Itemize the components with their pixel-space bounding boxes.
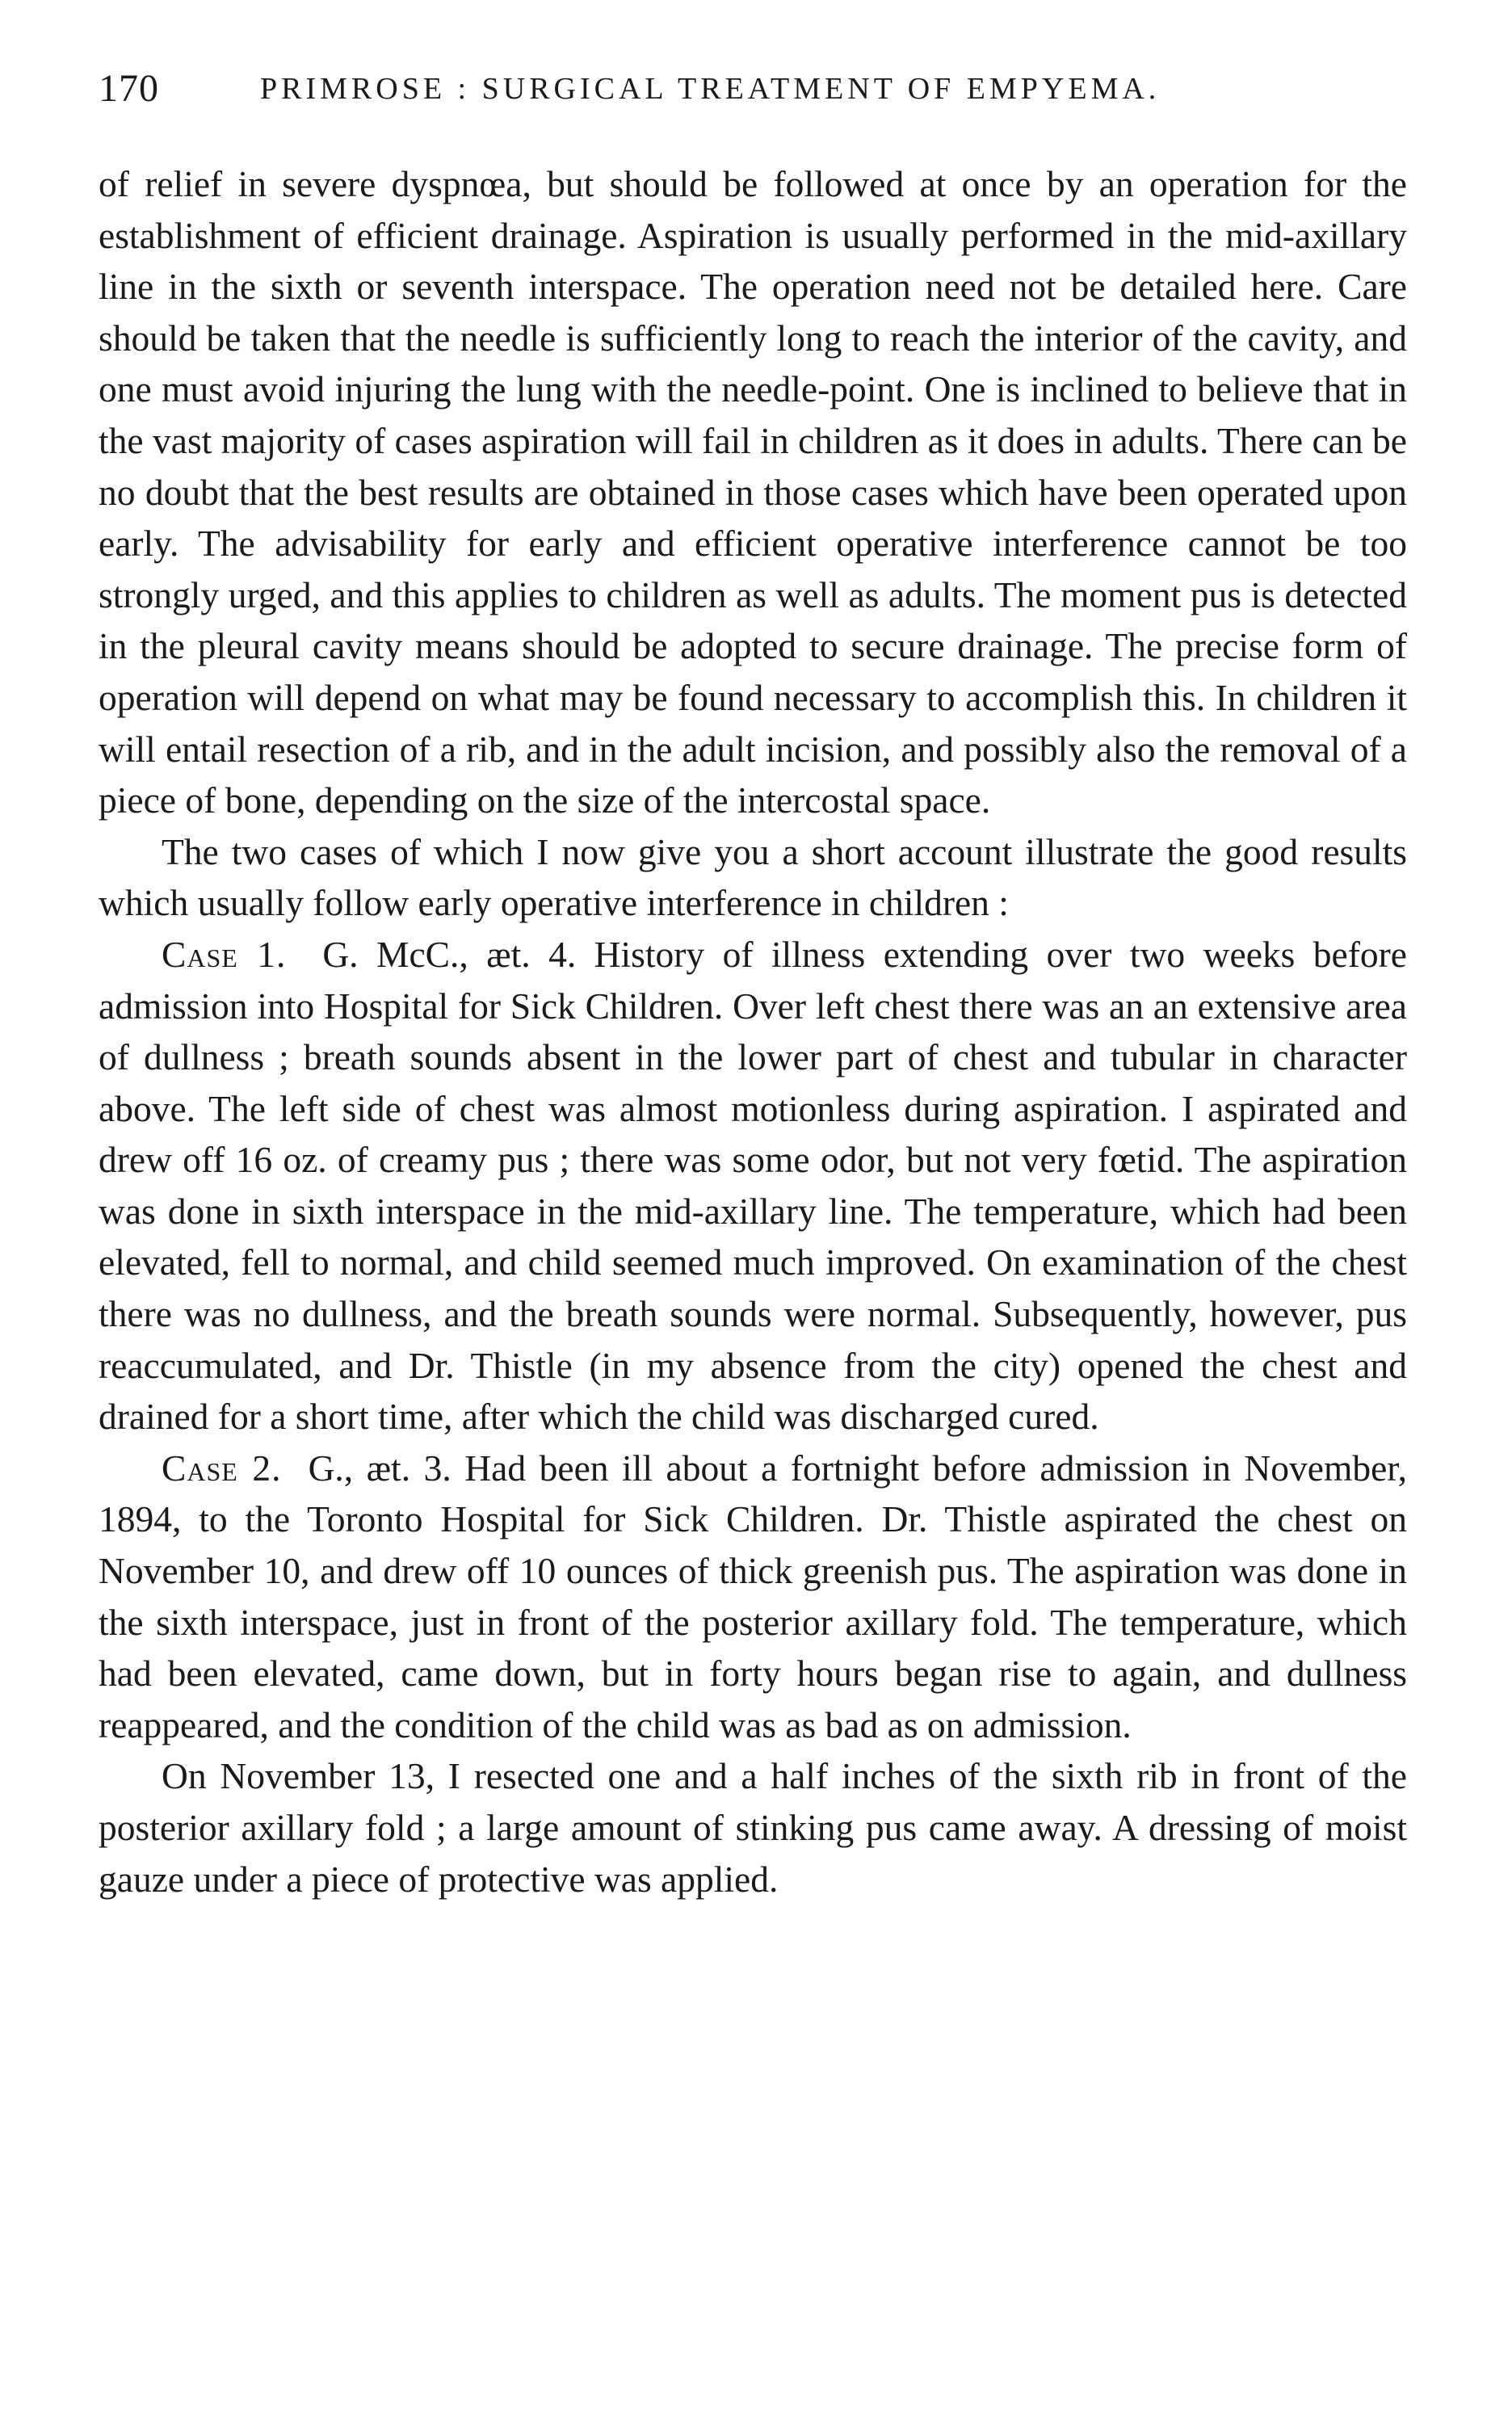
paragraph-operation	[99, 1750, 1407, 1905]
running-head	[99, 61, 1407, 117]
paragraph-case-2	[99, 1443, 1407, 1751]
paragraph-text: G., æt. 3. Had been ill about a fortnight before admission in November, 1894, to the Toronto Hospital for Sick Children. Dr. Thistle aspirated the chest on November 10, and drew off 10 ounces of thick greenish pus. The aspiration was done in the sixth interspace, just in front of the posterior axillary fold. The temperature, which had been elevated, came down, but in forty hours began rise to again, and dullness reappeared, and the condition of the child was as bad as on admission.	[99, 1447, 1407, 1745]
paragraph-continued	[99, 158, 1407, 826]
page-number: 170	[99, 67, 159, 110]
paragraph-text: On November 13, I resected one and a half inches of the sixth rib in front of the posterior axillary fold ; a large amount of stinking pus came away. A dressing of moist gauze under a piece of protective was applied.	[99, 1755, 1407, 1900]
case-label: Case 2.	[162, 1447, 282, 1489]
article-body	[99, 158, 1407, 1905]
paragraph-text: G. McC., æt. 4. History of illness extending over two weeks before admission into Hospital for Sick Children. Over left chest there was an an extensive area of dullness ; breath sounds absent in the lower part of chest and tubular in character above. The left side of chest was almost motionless during aspiration. I aspirated and drew off 16 oz. of creamy pus ; there was some odor, but not very fœtid. The aspiration was done in sixth interspace in the mid-axillary line. The temperature, which had been elevated, fell to normal, and child seemed much improved. On examination of the chest there was no dullness, and the breath sounds were normal. Subsequently, however, pus reaccumulated, and Dr. Thistle (in my absence from the city) opened the chest and drained for a short time, after which the child was discharged cured.	[99, 933, 1407, 1438]
paragraph-text: The two cases of which I now give you a short account illustrate the good results which usually follow early operative interference in children :	[99, 830, 1407, 924]
case-label: Case 1.	[162, 933, 287, 975]
running-title: PRIMROSE : SURGICAL TREATMENT OF EMPYEMA.	[260, 72, 1161, 106]
paragraph-case-1	[99, 929, 1407, 1443]
paragraph-cases-intro	[99, 826, 1407, 929]
paragraph-text: of relief in severe dyspnœa, but should be followed at once by an operation for the establishment of efficient drainage. Aspiration is usually performed in the mid-axillary line in the sixth or seventh interspace. The operation need not be detailed here. Care should be taken that the needle is sufficiently long to reach the interior of the cavity, and one must avoid injuring the lung with the needle-point. One is inclined to believe that in the vast majority of cases aspiration will fail in children as it does in adults. There can be no doubt that the best results are obtained in those cases which have been operated upon early. The advisability for early and efficient operative interference cannot be too strongly urged, and this applies to children as well as adults. The moment pus is detected in the pleural cavity means should be adopted to secure drainage. The precise form of operation will depend on what may be found necessary to accomplish this. In children it will entail resection of a rib, and in the adult incision, and possibly also the removal of a piece of bone, depending on the size of the intercostal space.	[99, 163, 1407, 821]
